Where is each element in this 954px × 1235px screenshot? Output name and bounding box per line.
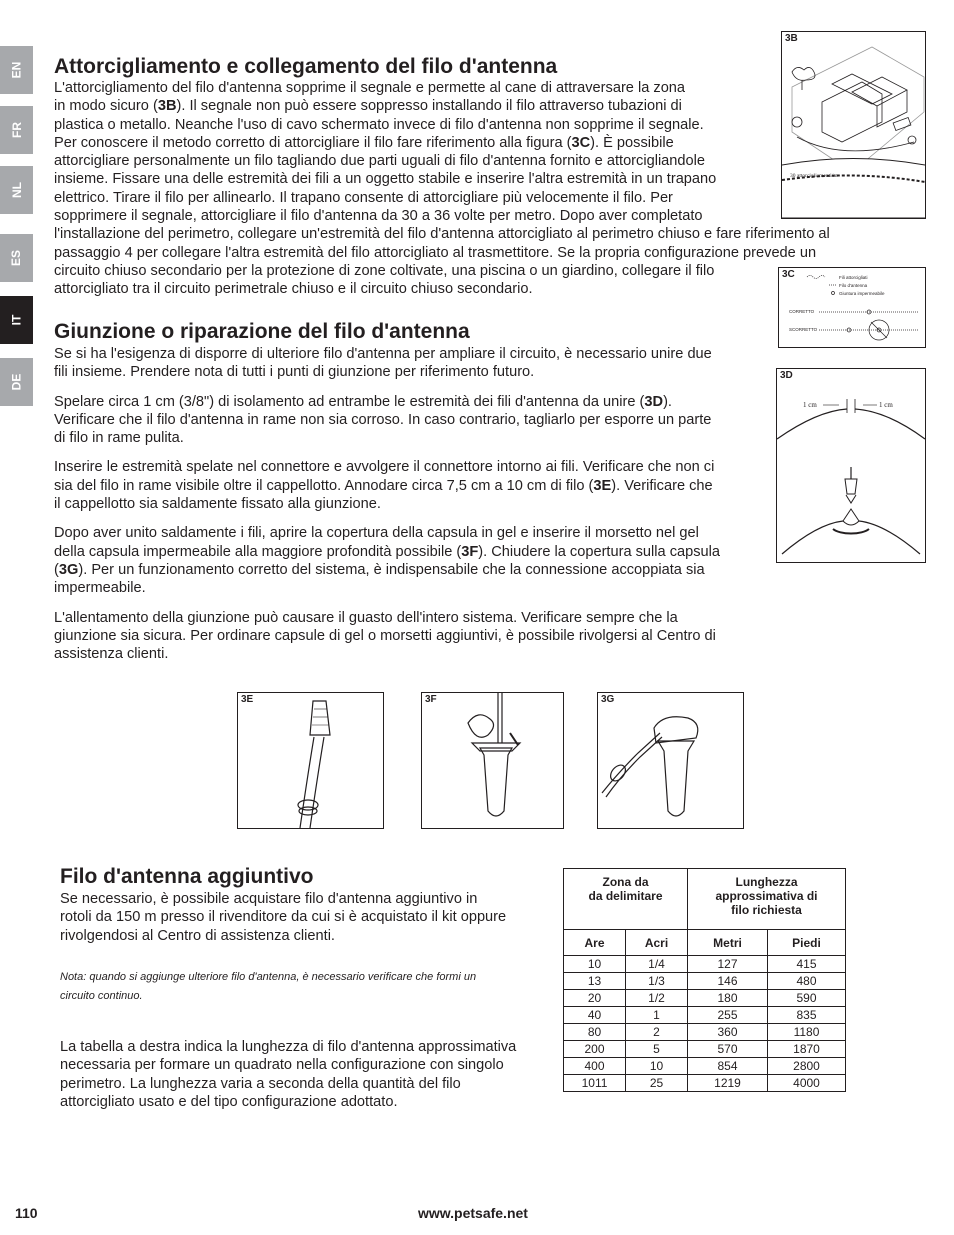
table-cell: 10 — [626, 1058, 688, 1075]
stripped-wire-ends-illustration — [777, 369, 925, 562]
closed-capsule-illustration — [598, 693, 743, 828]
text-line: L'allentamento della giunzione può causare il guasto dell'intero sistema. Verificare sempre che la — [54, 609, 678, 626]
tab-nl[interactable] — [0, 166, 33, 214]
table-cell: 360 — [688, 1024, 768, 1041]
text-line: Verificare che il filo d'antenna in rame non sia corroso. In caso contrario, tagliarlo per esporre un parte — [54, 411, 712, 428]
table-cell: 255 — [688, 1007, 768, 1024]
table-column-header — [564, 930, 846, 956]
legend-twisted: Fili attorcigliati — [839, 275, 868, 280]
table-cell: 1180 — [768, 1024, 846, 1041]
table-cell: 590 — [768, 990, 846, 1007]
tab-fr-label: FR — [9, 122, 24, 138]
table-cell: 180 — [688, 990, 768, 1007]
text-line: attorcigliare personalmente un filo tagliando due parti uguali di filo d'antenna fornito e attorcigliandole — [54, 153, 706, 170]
figure-3d — [776, 368, 926, 563]
figure-3e — [237, 692, 384, 829]
text-line: Spelare circa 1 cm (3/8") di isolamento ad entrambe le estremità dei fili d'antenna da unire (3D). — [54, 393, 672, 410]
tab-it[interactable] — [0, 296, 33, 344]
figure-3d-right-measure: 1 cm — [879, 401, 893, 409]
figure-3e-label: 3E — [241, 694, 254, 705]
table-row — [564, 1041, 846, 1058]
legend-wire: Filo d'antenna — [839, 283, 868, 288]
table-cell: 127 — [688, 956, 768, 973]
text-line: L'attorcigliamento del filo d'antenna sopprime il segnale e permette al cane di attraversare la zona — [54, 80, 686, 96]
table-cell: 4000 — [768, 1075, 846, 1092]
col-acri: Acri — [626, 930, 688, 956]
table-cell: 480 — [768, 973, 846, 990]
tab-en[interactable] — [0, 46, 33, 94]
table-cell: 570 — [688, 1041, 768, 1058]
table-cell: 80 — [564, 1024, 626, 1041]
section-body-splice — [54, 345, 774, 663]
twisted-wire-diagram — [779, 268, 925, 347]
tab-it-label: IT — [9, 314, 24, 326]
table-cell: 13 — [564, 973, 626, 990]
text-line: La tabella a destra indica la lunghezza di filo d'antenna approssimativa — [60, 1039, 517, 1055]
section-body-table-explanation — [60, 1038, 560, 1111]
figure-3d-label: 3D — [780, 370, 793, 381]
tab-de-label: DE — [9, 373, 24, 391]
figure-3c-label: 3C — [782, 269, 795, 280]
text-line: in modo sicuro (3B). Il segnale non può essere soppresso installando il filo attraverso tubazioni di — [54, 98, 682, 115]
figure-3b-label: 3B — [785, 33, 798, 44]
table-cell: 2800 — [768, 1058, 846, 1075]
table-cell: 415 — [768, 956, 846, 973]
table-cell: 10 — [564, 956, 626, 973]
col-piedi: Piedi — [768, 930, 846, 956]
table-row — [564, 1024, 846, 1041]
col-are: Are — [564, 930, 626, 956]
text-line: plastica o metallo. Neanche l'uso di cavo schermato invece di filo d'antenna non sopprime il segnale. — [54, 116, 704, 133]
text-line: Dopo aver unito saldamente i fili, aprire la copertura della capsula in gel e inserire il morsetto nel gel — [54, 525, 699, 542]
table-cell: 20 — [564, 990, 626, 1007]
text-line: della capsula impermeabile alla maggiore profondità possibile (3F). Chiudere la copertura sulla capsula — [54, 543, 721, 560]
text-line: elettrico. Tirare il filo per allinearlo. Il trapano consente di attorcigliare più velocemente il filo. Per — [54, 189, 673, 206]
section-body-twisting — [54, 79, 884, 299]
text-line: circuito chiuso secondario per la protezione di zone coltivate, una piscina o un giardino, collegare il filo — [54, 262, 715, 279]
header-length: Lunghezza approssimativa di filo richiesta — [688, 869, 846, 930]
table-row — [564, 1007, 846, 1024]
tab-fr[interactable] — [0, 106, 33, 154]
table-cell: 2 — [626, 1024, 688, 1041]
table-group-header — [564, 869, 846, 930]
table-row — [564, 990, 846, 1007]
label-wrong: SCORRETTO — [789, 327, 818, 332]
gel-capsule-insert-illustration — [422, 693, 563, 828]
legend-splice: Giuntura impermeabile — [839, 291, 885, 296]
figure-3d-left-measure: 1 cm — [803, 401, 817, 409]
text-line: Nota: quando si aggiunge ulteriore filo d'antenna, è necessario verificare che formi un — [60, 971, 477, 983]
table-cell: 400 — [564, 1058, 626, 1075]
text-line: di filo in rame pulita. — [54, 430, 184, 447]
table-cell: 1/3 — [626, 973, 688, 990]
table-cell: 835 — [768, 1007, 846, 1024]
header-zone: Zona da da delimitare — [564, 869, 688, 930]
figure-3g — [597, 692, 744, 829]
table-row — [564, 1058, 846, 1075]
section-title-splice: Giunzione o riparazione del filo d'antenna — [54, 320, 470, 343]
text-line: circuito continuo. — [60, 990, 143, 1002]
table-cell: 1011 — [564, 1075, 626, 1092]
house-perimeter-illustration — [782, 32, 925, 218]
table-cell: 200 — [564, 1041, 626, 1058]
table-body — [564, 956, 846, 1092]
tab-de[interactable] — [0, 358, 33, 406]
figure-3c — [778, 267, 926, 348]
tab-en-label: EN — [9, 61, 24, 79]
text-line: rotoli da 150 m presso il rivenditore da cui si è acquistato il kit oppure — [60, 909, 507, 926]
text-line: Se si ha l'esigenza di disporre di ulteriore filo d'antenna per ampliare il circuito, è necessario unire due — [54, 346, 712, 362]
figure-3f-label: 3F — [425, 694, 437, 705]
table-row — [564, 973, 846, 990]
wire-length-table — [563, 868, 846, 1092]
footer-url[interactable]: www.petsafe.net — [418, 1205, 528, 1221]
text-line: assistenza clienti. — [54, 646, 169, 663]
section-title-additional-wire: Filo d'antenna aggiuntivo — [60, 865, 314, 888]
text-line: sia del filo in rame visibile oltre il cappellotto. Annodare circa 7,5 cm a 10 cm di filo (3E). Verificare che — [54, 477, 713, 494]
figure-3g-label: 3G — [601, 694, 615, 705]
table-cell: 146 — [688, 973, 768, 990]
table-cell: 40 — [564, 1007, 626, 1024]
figure-3b — [781, 31, 926, 219]
text-line: il cappellotto sia saldamente fissato alla giunzione. — [54, 496, 381, 513]
text-line: l'installazione del perimetro, collegare un'estremità del filo d'antenna attorcigliato al perimetro chiuso e fare riferimento al — [54, 226, 830, 243]
label-correct: CORRETTO — [789, 309, 815, 314]
text-line: sopprimere il segnale, attorcigliare il filo d'antenna da 30 a 36 volte per metro. Dopo aver completato — [54, 208, 703, 225]
text-line: Per conoscere il metodo corretto di attorcigliare il filo fare riferimento alla figura (3C). È possibile — [54, 134, 674, 151]
table-cell: 1870 — [768, 1041, 846, 1058]
section-body-additional-wire — [60, 890, 560, 945]
table-cell: 1/2 — [626, 990, 688, 1007]
table-cell: 1219 — [688, 1075, 768, 1092]
tab-nl-label: NL — [9, 182, 24, 198]
text-line: insieme. Fissare una delle estremità dei fili a un oggetto stabile e inserire l'altra estremità in un trapano — [54, 171, 717, 188]
table-cell: 25 — [626, 1075, 688, 1092]
table-row — [564, 1075, 846, 1092]
figure-3f — [421, 692, 564, 829]
text-line: impermeabile. — [54, 580, 146, 597]
text-line: giunzione sia sicura. Per ordinare capsule di gel o morsetti aggiuntivi, è possibile rivolgersi al Centro di — [54, 627, 716, 644]
note-continuous-circuit — [60, 968, 560, 1006]
text-line: Inserire le estremità spelate nel connettore e avvolgere il connettore intorno ai fili. Verificare che non ci — [54, 459, 715, 476]
text-line: necessaria per formare un quadrato nella configurazione con singolo — [60, 1057, 504, 1074]
col-metri: Metri — [688, 930, 768, 956]
figure-3b-caption: 30 attorcigliamenti/m — [790, 173, 838, 179]
text-line: (3G). Per un funzionamento corretto del sistema, è indispensabile che la connessione accoppiata sia — [54, 561, 705, 578]
table-cell: 5 — [626, 1041, 688, 1058]
tab-es-label: ES — [9, 249, 24, 267]
page-number: 110 — [15, 1205, 38, 1221]
text-line: rivolgendosi al Centro di assistenza clienti. — [60, 927, 335, 944]
table-cell: 1 — [626, 1007, 688, 1024]
text-line: attorcigliato usato e del tipo configurazione adottato. — [60, 1093, 398, 1110]
table-cell: 1/4 — [626, 956, 688, 973]
text-line: attorcigliato tra il circuito perimetrale chiuso e il circuito chiuso secondario. — [54, 281, 533, 298]
table-row — [564, 956, 846, 973]
wire-nut-knot-illustration — [238, 693, 383, 828]
tab-es[interactable] — [0, 234, 33, 282]
text-line: passaggio 4 per collegare l'altra estremità del filo attorcigliato al trasmettitore. Se la propria configurazione prevede un — [54, 244, 817, 261]
table-cell: 854 — [688, 1058, 768, 1075]
text-line: Se necessario, è possibile acquistare filo d'antenna aggiuntivo in — [60, 891, 478, 907]
text-line: fili insieme. Prendere nota di tutti i punti di giunzione per riferimento futuro. — [54, 364, 535, 381]
text-line: perimetro. La lunghezza varia a seconda della quantità del filo — [60, 1075, 461, 1092]
section-title-twisting: Attorcigliamento e collegamento del filo d'antenna — [54, 55, 558, 78]
